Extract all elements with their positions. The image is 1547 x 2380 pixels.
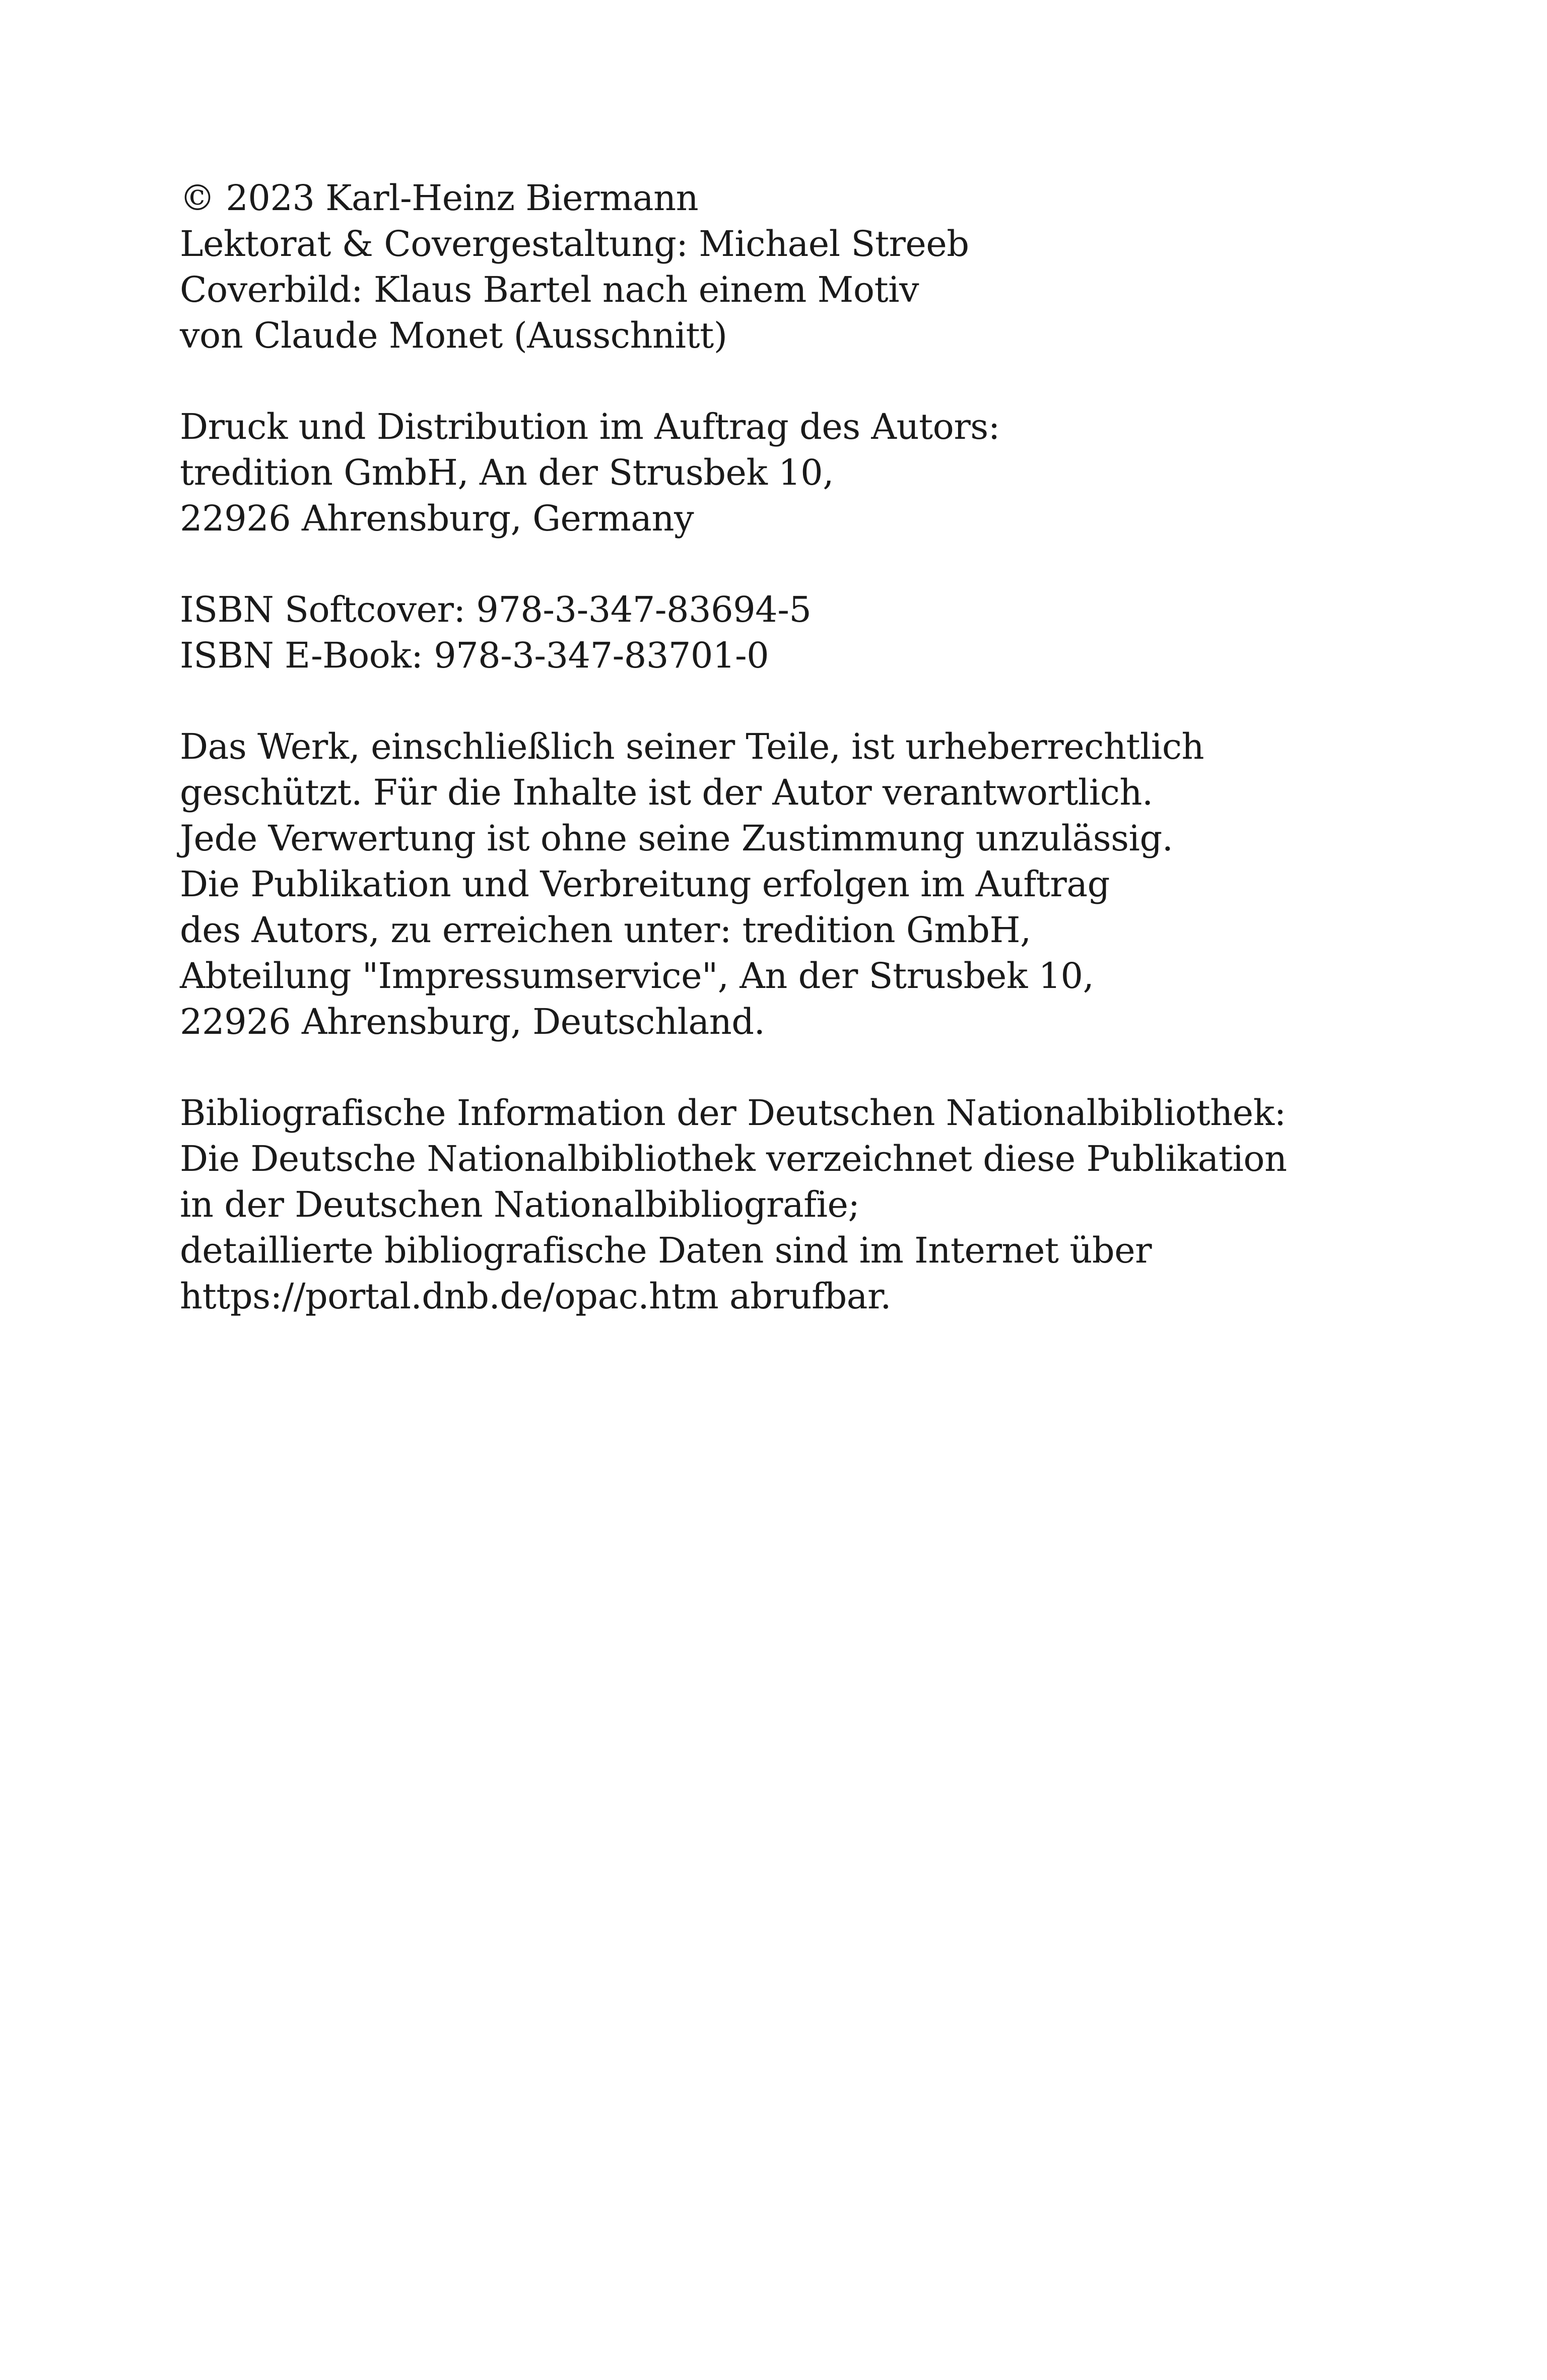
- imprint-text: [180, 175, 1338, 1365]
- distribution-block: [180, 404, 1338, 542]
- isbn-ebook: ISBN E-Book: 978-3-347-83701-0: [180, 635, 769, 676]
- bibliographic-line: detaillierte bibliografische Daten sind im Internet über: [180, 1230, 1152, 1271]
- publisher-city-line: 22926 Ahrensburg, Germany: [180, 498, 694, 539]
- bibliographic-line: Bibliografische Information der Deutschen Nationalbibliothek:: [180, 1092, 1286, 1134]
- notice-line: geschützt. Für die Inhalte ist der Autor verantwortlich.: [180, 772, 1153, 813]
- bibliographic-line: in der Deutschen Nationalbibliografie;: [180, 1184, 860, 1225]
- isbn-block: [180, 587, 1338, 679]
- notice-line: Jede Verwertung ist ohne seine Zustimmung unzulässig.: [180, 818, 1173, 859]
- notice-line: Die Publikation und Verbreitung erfolgen im Auftrag: [180, 864, 1110, 905]
- copyright-line: © 2023 Karl-Heinz Biermann: [180, 177, 699, 219]
- publisher-address-line: tredition GmbH, An der Strusbek 10,: [180, 452, 834, 493]
- bibliographic-block: [180, 1090, 1338, 1319]
- credits-block: [180, 175, 1338, 359]
- notice-line: Abteilung "Impressumservice", An der Strusbek 10,: [180, 955, 1094, 997]
- cover-image-line: Coverbild: Klaus Bartel nach einem Motiv: [180, 269, 919, 310]
- cover-image-source-line: von Claude Monet (Ausschnitt): [180, 315, 727, 356]
- bibliographic-line: Die Deutsche Nationalbibliothek verzeichnet diese Publikation: [180, 1138, 1287, 1179]
- notice-line: 22926 Ahrensburg, Deutschland.: [180, 1001, 765, 1042]
- copyright-notice-block: [180, 724, 1338, 1045]
- distribution-line: Druck und Distribution im Auftrag des Autors:: [180, 406, 1000, 447]
- notice-line: Das Werk, einschließlich seiner Teile, ist urheberrechtlich: [180, 726, 1204, 767]
- dnb-url-line: https://portal.dnb.de/opac.htm abrufbar.: [180, 1276, 892, 1317]
- notice-line: des Autors, zu erreichen unter: tredition GmbH,: [180, 909, 1031, 951]
- editing-cover-design-line: Lektorat & Covergestaltung: Michael Streeb: [180, 223, 969, 265]
- isbn-softcover: ISBN Softcover: 978-3-347-83694-5: [180, 589, 812, 630]
